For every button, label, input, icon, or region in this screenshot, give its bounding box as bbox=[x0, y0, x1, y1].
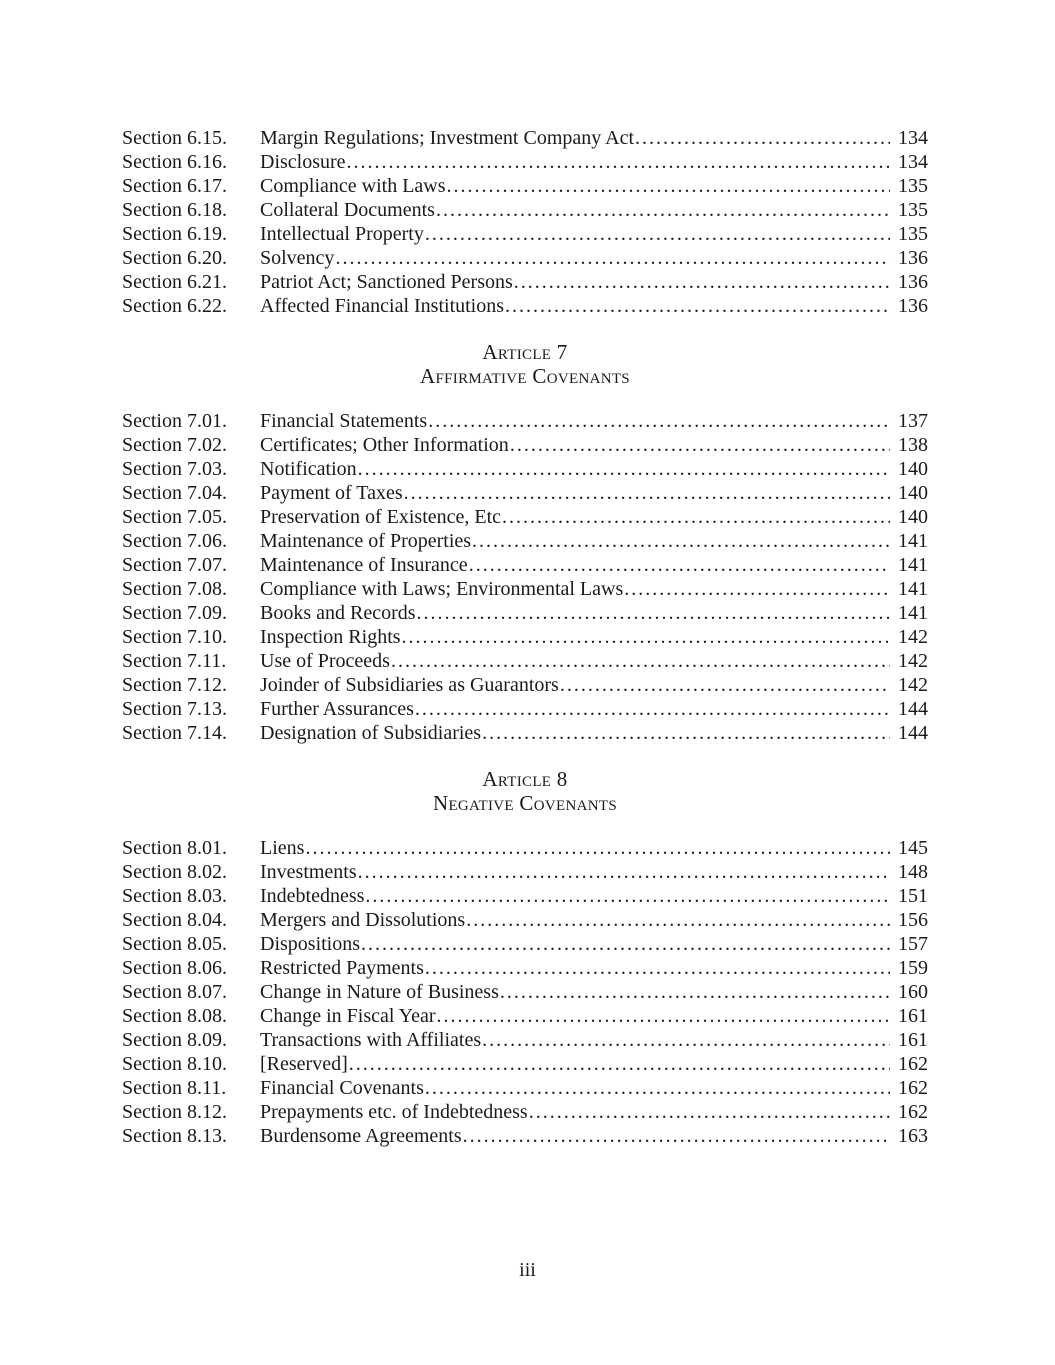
section-title: Books and Records bbox=[260, 602, 416, 624]
toc-entry bbox=[122, 529, 928, 553]
article-title: Affirmative Covenants bbox=[420, 364, 630, 388]
section-page-number: 145 bbox=[898, 837, 928, 859]
section-page-number: 135 bbox=[898, 223, 928, 245]
section-title: Patriot Act; Sanctioned Persons bbox=[260, 271, 513, 293]
section-page-number: 134 bbox=[898, 127, 928, 149]
dot-leader bbox=[335, 246, 890, 270]
dot-leader bbox=[425, 1076, 890, 1100]
section-label: Section 6.16. bbox=[122, 151, 227, 173]
dot-leader bbox=[436, 198, 890, 222]
section-title: Use of Proceeds bbox=[260, 650, 390, 672]
toc-entry bbox=[122, 1100, 928, 1124]
toc-entry bbox=[122, 673, 928, 697]
section-label: Section 8.12. bbox=[122, 1101, 227, 1123]
toc-entry bbox=[122, 1028, 928, 1052]
section-page-number: 160 bbox=[898, 981, 928, 1003]
dot-leader bbox=[347, 150, 890, 174]
section-label: Section 8.01. bbox=[122, 837, 227, 859]
dot-leader bbox=[466, 908, 890, 932]
dot-leader bbox=[463, 1124, 890, 1148]
dot-leader bbox=[437, 1004, 890, 1028]
dot-leader bbox=[472, 529, 890, 553]
section-page-number: 140 bbox=[898, 506, 928, 528]
toc-entry bbox=[122, 126, 928, 150]
section-title: Designation of Subsidiaries bbox=[260, 722, 482, 744]
toc-entries bbox=[122, 126, 928, 318]
toc-entry bbox=[122, 505, 928, 529]
section-title: Certificates; Other Information bbox=[260, 434, 509, 456]
section-label: Section 7.04. bbox=[122, 482, 227, 504]
section-page-number: 142 bbox=[898, 650, 928, 672]
toc-entry bbox=[122, 697, 928, 721]
section-page-number: 156 bbox=[898, 909, 928, 931]
toc-entry bbox=[122, 1052, 928, 1076]
section-page-number: 135 bbox=[898, 199, 928, 221]
article-heading bbox=[122, 340, 928, 388]
section-title: Margin Regulations; Investment Company Act bbox=[260, 127, 635, 149]
section-label: Section 8.05. bbox=[122, 933, 227, 955]
section-page-number: 140 bbox=[898, 458, 928, 480]
table-of-contents bbox=[122, 126, 928, 1148]
toc-entries bbox=[122, 836, 928, 1148]
section-page-number: 144 bbox=[898, 722, 928, 744]
dot-leader bbox=[391, 649, 890, 673]
section-label: Section 8.03. bbox=[122, 885, 227, 907]
section-title: Compliance with Laws; Environmental Laws bbox=[260, 578, 624, 600]
section-label: Section 8.08. bbox=[122, 1005, 227, 1027]
toc-entry bbox=[122, 1004, 928, 1028]
section-label: Section 7.09. bbox=[122, 602, 227, 624]
section-page-number: 157 bbox=[898, 933, 928, 955]
article-heading bbox=[122, 767, 928, 815]
section-label: Section 7.12. bbox=[122, 674, 227, 696]
toc-entry bbox=[122, 1076, 928, 1100]
dot-leader bbox=[425, 222, 890, 246]
toc-entry bbox=[122, 908, 928, 932]
section-title: Disclosure bbox=[260, 151, 346, 173]
section-title: Dispositions bbox=[260, 933, 361, 955]
article-number: Article 8 bbox=[482, 767, 568, 791]
page-number-footer: iii bbox=[519, 1259, 536, 1281]
toc-entry bbox=[122, 433, 928, 457]
section-label: Section 6.21. bbox=[122, 271, 227, 293]
section-label: Section 8.02. bbox=[122, 861, 227, 883]
toc-group bbox=[122, 767, 928, 1148]
dot-leader bbox=[305, 836, 890, 860]
toc-entry bbox=[122, 649, 928, 673]
section-title: Notification bbox=[260, 458, 357, 480]
dot-leader bbox=[349, 1052, 890, 1076]
toc-entry bbox=[122, 553, 928, 577]
section-label: Section 7.08. bbox=[122, 578, 227, 600]
toc-entries bbox=[122, 409, 928, 745]
section-label: Section 6.15. bbox=[122, 127, 227, 149]
section-label: Section 7.07. bbox=[122, 554, 227, 576]
toc-group bbox=[122, 340, 928, 745]
section-title: Transactions with Affiliates bbox=[260, 1029, 482, 1051]
section-label: Section 7.02. bbox=[122, 434, 227, 456]
section-title: Mergers and Dissolutions bbox=[260, 909, 466, 931]
toc-entry bbox=[122, 198, 928, 222]
toc-entry bbox=[122, 294, 928, 318]
section-title: Financial Covenants bbox=[260, 1077, 424, 1099]
section-title: Financial Statements bbox=[260, 410, 428, 432]
section-label: Section 8.10. bbox=[122, 1053, 227, 1075]
toc-entry bbox=[122, 625, 928, 649]
section-page-number: 137 bbox=[898, 410, 928, 432]
section-page-number: 134 bbox=[898, 151, 928, 173]
toc-entry bbox=[122, 836, 928, 860]
section-page-number: 141 bbox=[898, 554, 928, 576]
toc-entry bbox=[122, 150, 928, 174]
section-title: Inspection Rights bbox=[260, 626, 401, 648]
section-title: Collateral Documents bbox=[260, 199, 435, 221]
section-title: Burdensome Agreements bbox=[260, 1125, 462, 1147]
toc-entry bbox=[122, 884, 928, 908]
toc-group bbox=[122, 126, 928, 318]
toc-entry bbox=[122, 980, 928, 1004]
section-page-number: 141 bbox=[898, 530, 928, 552]
section-title: Restricted Payments bbox=[260, 957, 424, 979]
section-page-number: 162 bbox=[898, 1101, 928, 1123]
dot-leader bbox=[425, 956, 890, 980]
dot-leader bbox=[529, 1100, 890, 1124]
section-title: Payment of Taxes bbox=[260, 482, 403, 504]
toc-entry bbox=[122, 222, 928, 246]
section-label: Section 8.13. bbox=[122, 1125, 227, 1147]
dot-leader bbox=[624, 577, 890, 601]
section-label: Section 8.07. bbox=[122, 981, 227, 1003]
section-label: Section 7.05. bbox=[122, 506, 227, 528]
dot-leader bbox=[505, 294, 890, 318]
dot-leader bbox=[417, 601, 890, 625]
toc-entry bbox=[122, 577, 928, 601]
dot-leader bbox=[482, 1028, 890, 1052]
section-page-number: 136 bbox=[898, 295, 928, 317]
section-page-number: 162 bbox=[898, 1077, 928, 1099]
section-label: Section 7.03. bbox=[122, 458, 227, 480]
section-label: Section 6.17. bbox=[122, 175, 227, 197]
dot-leader bbox=[560, 673, 890, 697]
section-page-number: 136 bbox=[898, 247, 928, 269]
article-number: Article 7 bbox=[482, 340, 568, 364]
toc-entry bbox=[122, 409, 928, 433]
section-label: Section 7.10. bbox=[122, 626, 227, 648]
section-title: Liens bbox=[260, 837, 305, 859]
section-page-number: 136 bbox=[898, 271, 928, 293]
dot-leader bbox=[447, 174, 890, 198]
section-page-number: 138 bbox=[898, 434, 928, 456]
section-page-number: 142 bbox=[898, 674, 928, 696]
dot-leader bbox=[402, 625, 890, 649]
section-title: Change in Nature of Business bbox=[260, 981, 499, 1003]
section-title: Joinder of Subsidiaries as Guarantors bbox=[260, 674, 559, 696]
section-page-number: 161 bbox=[898, 1029, 928, 1051]
section-title: Solvency bbox=[260, 247, 335, 269]
section-title: Intellectual Property bbox=[260, 223, 424, 245]
section-label: Section 6.18. bbox=[122, 199, 227, 221]
dot-leader bbox=[469, 553, 890, 577]
section-page-number: 163 bbox=[898, 1125, 928, 1147]
section-page-number: 161 bbox=[898, 1005, 928, 1027]
dot-leader bbox=[365, 884, 890, 908]
dot-leader bbox=[502, 505, 890, 529]
section-title: Compliance with Laws bbox=[260, 175, 446, 197]
toc-entry bbox=[122, 270, 928, 294]
section-label: Section 6.22. bbox=[122, 295, 227, 317]
dot-leader bbox=[514, 270, 890, 294]
toc-entry bbox=[122, 860, 928, 884]
section-label: Section 8.06. bbox=[122, 957, 227, 979]
dot-leader bbox=[510, 433, 890, 457]
section-title: Indebtedness bbox=[260, 885, 365, 907]
section-label: Section 7.14. bbox=[122, 722, 227, 744]
dot-leader bbox=[428, 409, 890, 433]
section-title: Preservation of Existence, Etc bbox=[260, 506, 502, 528]
section-page-number: 141 bbox=[898, 578, 928, 600]
dot-leader bbox=[358, 860, 890, 884]
toc-entry bbox=[122, 956, 928, 980]
section-title: Change in Fiscal Year bbox=[260, 1005, 436, 1027]
section-title: Investments bbox=[260, 861, 357, 883]
section-page-number: 144 bbox=[898, 698, 928, 720]
dot-leader bbox=[415, 697, 890, 721]
section-title: Maintenance of Properties bbox=[260, 530, 472, 552]
section-title: [Reserved] bbox=[260, 1053, 348, 1075]
toc-entry bbox=[122, 457, 928, 481]
dot-leader bbox=[635, 126, 890, 150]
section-label: Section 7.06. bbox=[122, 530, 227, 552]
section-label: Section 7.01. bbox=[122, 410, 227, 432]
section-label: Section 8.11. bbox=[122, 1077, 227, 1099]
section-label: Section 7.13. bbox=[122, 698, 227, 720]
section-label: Section 6.19. bbox=[122, 223, 227, 245]
section-label: Section 6.20. bbox=[122, 247, 227, 269]
section-page-number: 148 bbox=[898, 861, 928, 883]
dot-leader bbox=[404, 481, 890, 505]
toc-entry bbox=[122, 721, 928, 745]
section-title: Further Assurances bbox=[260, 698, 414, 720]
toc-entry bbox=[122, 246, 928, 270]
dot-leader bbox=[361, 932, 890, 956]
toc-entry bbox=[122, 932, 928, 956]
section-page-number: 159 bbox=[898, 957, 928, 979]
section-label: Section 8.09. bbox=[122, 1029, 227, 1051]
section-page-number: 141 bbox=[898, 602, 928, 624]
section-page-number: 142 bbox=[898, 626, 928, 648]
section-page-number: 162 bbox=[898, 1053, 928, 1075]
dot-leader bbox=[500, 980, 890, 1004]
toc-entry bbox=[122, 601, 928, 625]
section-title: Maintenance of Insurance bbox=[260, 554, 468, 576]
section-title: Affected Financial Institutions bbox=[260, 295, 505, 317]
article-title: Negative Covenants bbox=[433, 791, 617, 815]
toc-entry bbox=[122, 481, 928, 505]
toc-entry bbox=[122, 174, 928, 198]
dot-leader bbox=[482, 721, 890, 745]
section-page-number: 151 bbox=[898, 885, 928, 907]
section-label: Section 8.04. bbox=[122, 909, 227, 931]
section-page-number: 135 bbox=[898, 175, 928, 197]
toc-entry bbox=[122, 1124, 928, 1148]
section-title: Prepayments etc. of Indebtedness bbox=[260, 1101, 528, 1123]
section-label: Section 7.11. bbox=[122, 650, 227, 672]
section-page-number: 140 bbox=[898, 482, 928, 504]
dot-leader bbox=[358, 457, 890, 481]
